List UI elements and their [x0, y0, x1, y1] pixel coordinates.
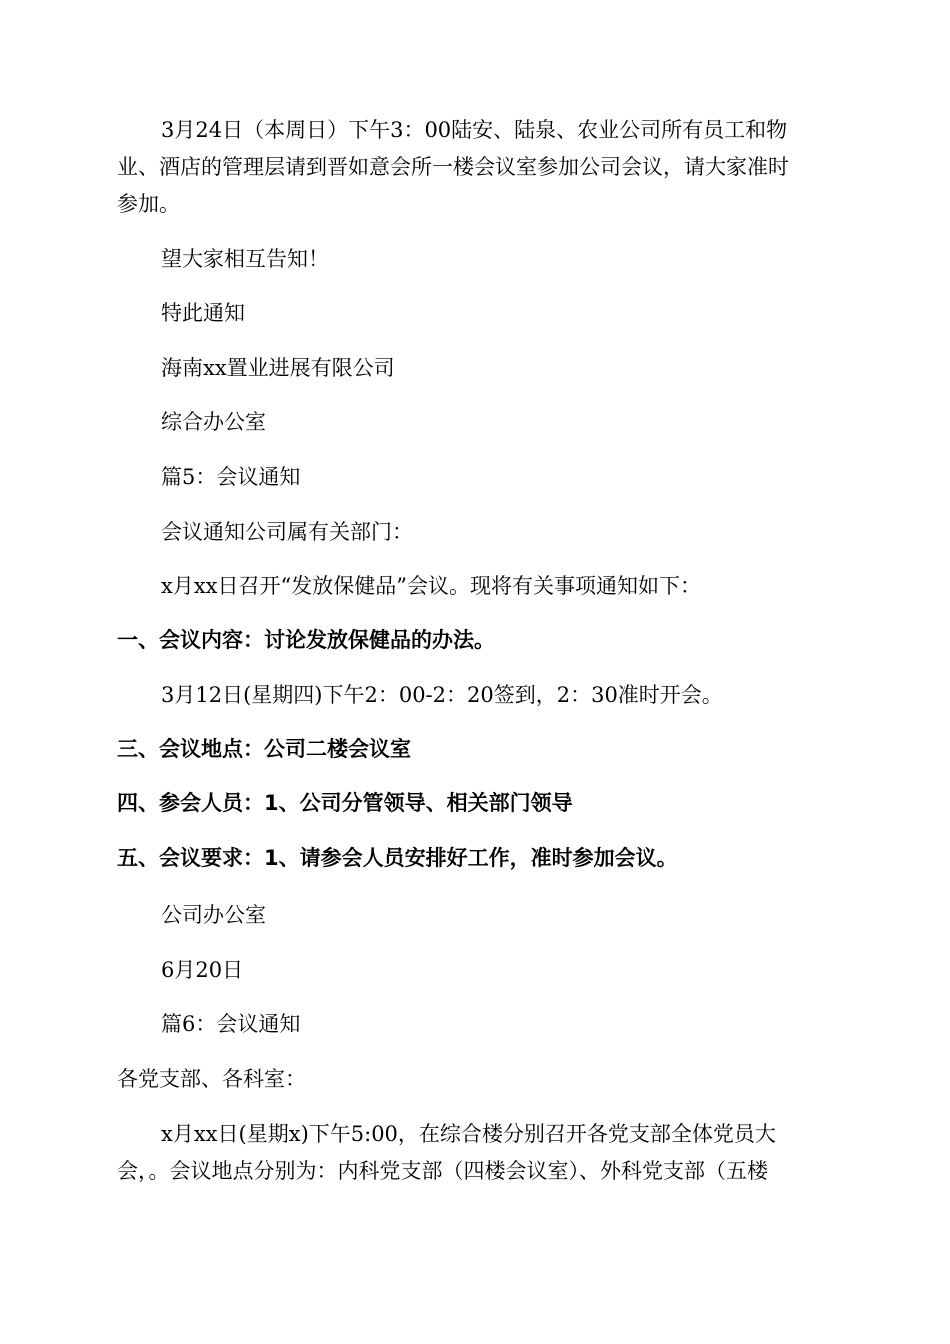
paragraph-company-office: 公司办公室: [161, 903, 266, 927]
text-line: 会，。会议地点分别为：内科党支部（四楼会议室）、外科党支部（五楼: [117, 1159, 768, 1183]
text-line: 业、酒店的管理层请到晋如意会所一楼会议室参加公司会议，请大家准时: [117, 155, 789, 179]
item-requirements: 五、会议要求：1、请参会人员安排好工作，准时参加会议。: [117, 846, 678, 870]
paragraph-company-name: 海南xx置业进展有限公司: [161, 356, 395, 380]
text-line: x月xx日(星期x)下午5:00，在综合楼分别召开各党支部全体党员大: [161, 1122, 776, 1146]
section-heading-5: 篇5：会议通知: [161, 465, 301, 489]
paragraph-meeting-time: 3月12日(星期四)下午2：00-2：20签到，2：30准时开会。: [161, 683, 723, 707]
paragraph-party-meeting: [117, 1120, 837, 1185]
paragraph-addressees: 各党支部、各科室：: [117, 1067, 306, 1091]
paragraph-office-name: 综合办公室: [161, 410, 266, 434]
text-line: 3月24日（本周日）下午3：00陆安、陆泉、农业公司所有员工和物: [161, 118, 788, 142]
paragraph-date: 6月20日: [161, 958, 244, 982]
text-line: 参加。: [117, 192, 180, 216]
paragraph-meeting-notice: [117, 116, 837, 218]
paragraph-inform-each-other: 望大家相互告知！: [161, 247, 329, 271]
item-meeting-location: 三、会议地点：公司二楼会议室: [117, 737, 411, 761]
item-meeting-content: 一、会议内容：讨论发放保健品的办法。: [117, 628, 495, 652]
paragraph-meeting-intro: x月xx日召开“发放保健品”会议。现将有关事项通知如下：: [161, 574, 701, 598]
paragraph-notice-departments: 会议通知公司属有关部门：: [161, 520, 413, 544]
item-attendees: 四、参会人员：1、公司分管领导、相关部门领导: [117, 791, 573, 815]
section-heading-6: 篇6：会议通知: [161, 1012, 301, 1036]
paragraph-special-notice: 特此通知: [161, 301, 245, 325]
